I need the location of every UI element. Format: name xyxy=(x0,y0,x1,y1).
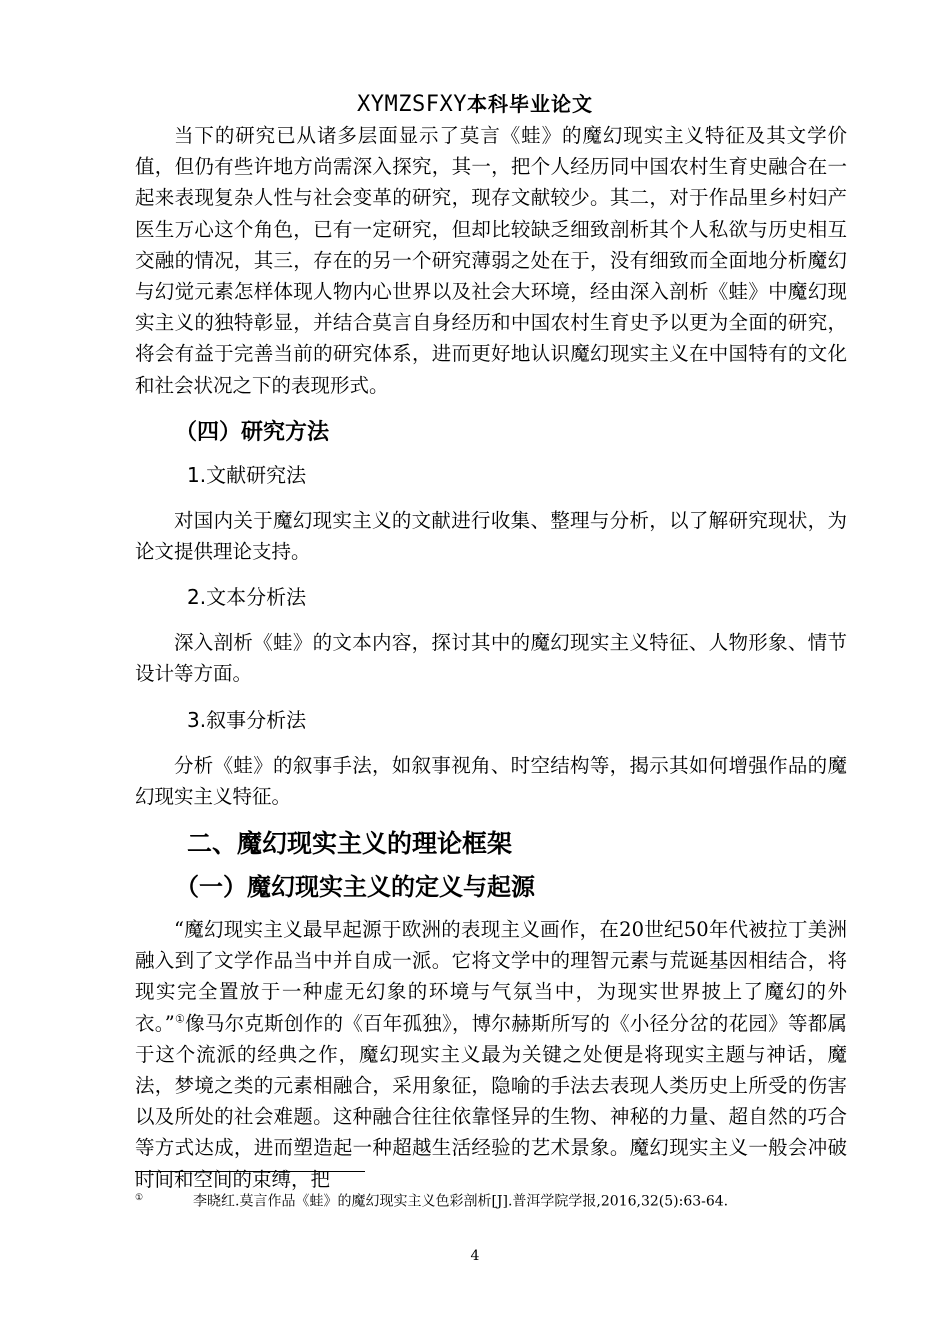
page-header xyxy=(0,90,950,119)
header-prefix: XYMZSFXY xyxy=(357,92,467,117)
page-body xyxy=(135,120,847,1195)
paragraph-method-narrative: 分析《蛙》的叙事手法，如叙事视角、时空结构等，揭示其如何增强作品的魔幻现实主义特征。 xyxy=(135,753,847,808)
footnote-text: 李晓红.莫言作品《蛙》的魔幻现实主义色彩剖析[J].普洱学院学报,2016,32(5):63-64. xyxy=(193,1193,729,1210)
footnote-mark: ① xyxy=(135,1193,144,1203)
paragraph-method-literature: 对国内关于魔幻现实主义的文献进行收集、整理与分析，以了解研究现状，为论文提供理论支持。 xyxy=(135,508,847,564)
heading-research-methods: （四）研究方法 xyxy=(175,419,330,445)
heading-method-literature: 1.文献研究法 xyxy=(187,462,307,487)
continuation-text: 像马尔克斯创作的《百年孤独》，博尔赫斯所写的《小径分岔的花园》等都属于这个流派的经典之作，魔幻现实主义最为关键之处便是将现实主题与神话，魔法，梦境之类的元素相融合，采用象征，隐喻的手法去表现人类历史上所受的伤害以及所处的社会难题。这种融合往往依靠怪异的生物、神秘的力量、超自然的巧合等方式达成，进而塑造起一种超越生活经验的艺术景象。魔幻现实主义一般会冲破时间和空间的束缚，把 xyxy=(135,1011,847,1191)
footnote-separator xyxy=(135,1171,365,1172)
heading-method-narrative: 3.叙事分析法 xyxy=(187,707,307,732)
page-number: 4 xyxy=(470,1248,480,1264)
heading-chapter-2: 二、魔幻现实主义的理论框架 xyxy=(187,829,513,859)
paragraph-method-text-analysis: 深入剖析《蛙》的文本内容，探讨其中的魔幻现实主义特征、人物形象、情节设计等方面。 xyxy=(135,631,847,686)
quote-text: “魔幻现实主义最早起源于欧洲的表现主义画作，在20世纪50年代被拉丁美洲融入到了文学作品当中并自成一派。它将文学中的理智元素与荒诞基因相结合，将现实完全置放于一种虚无幻象的环境与气氛当中，为现实世界披上了魔幻的外衣。” xyxy=(135,918,847,1035)
paragraph-definition-origin xyxy=(135,914,847,1195)
heading-section-2-1: （一）魔幻现实主义的定义与起源 xyxy=(175,873,535,902)
paragraph-research-gap: 当下的研究已从诸多层面显示了莫言《蛙》的魔幻现实主义特征及其文学价值，但仍有些许地方尚需深入探究，其一，把个人经历同中国农村生育史融合在一起来表现复杂人性与社会变革的研究，现存文献较少。其二，对于作品里乡村妇产医生万心这个角色，已有一定研究，但却比较缺乏细致剖析其个人私欲与历史相互交融的情况，其三，存在的另一个研究薄弱之处在于，没有细致而全面地分析魔幻与幻觉元素怎样体现人物内心世界以及社会大环境，经由深入剖析《蛙》中魔幻现实主义的独特彰显，并结合莫言自身经历和中国农村生育史予以更为全面的研究，将会有益于完善当前的研究体系，进而更好地认识魔幻现实主义在中国特有的文化和社会状况之下的表现形式。 xyxy=(135,124,847,397)
footnote xyxy=(135,1188,875,1212)
footnote-reference[interactable]: ① xyxy=(174,1012,186,1026)
heading-method-text-analysis: 2.文本分析法 xyxy=(187,585,307,610)
header-title: 本科毕业论文 xyxy=(466,92,593,116)
